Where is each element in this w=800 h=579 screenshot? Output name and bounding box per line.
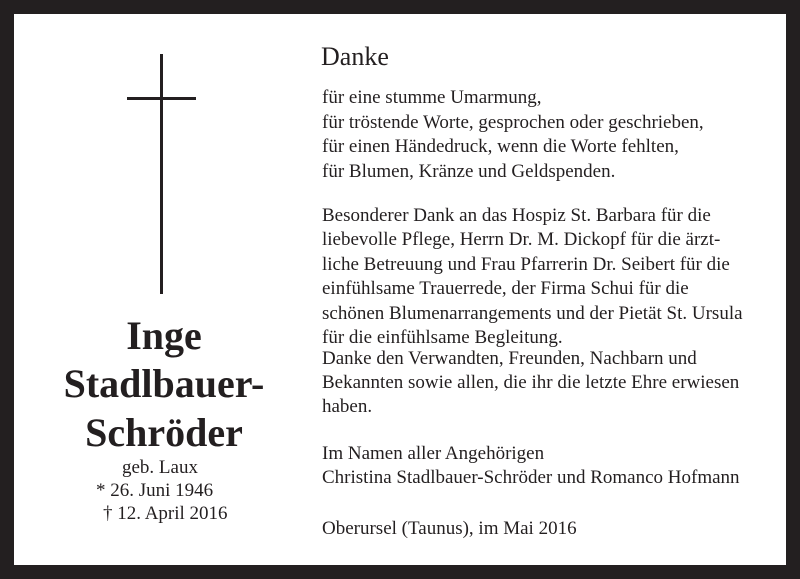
thanks-line: für einen Händedruck, wenn die Worte fehlten,	[322, 136, 679, 157]
special-thanks-line: Besonderer Dank an das Hospiz St. Barbara für die	[322, 205, 711, 226]
special-thanks-line: liebevolle Pflege, Herrn Dr. M. Dickopf für die ärzt-	[322, 229, 721, 250]
relatives-thanks-line: Danke den Verwandten, Freunden, Nachbarn und	[322, 348, 697, 369]
special-thanks-line: einfühlsame Trauerrede, der Firma Schui für die	[322, 278, 689, 299]
relatives-thanks-line: Bekannten sowie allen, die ihr die letzte Ehre erwiesen	[322, 372, 740, 393]
cross-vertical-bar	[160, 54, 163, 294]
name-line-3: Schröder	[85, 410, 243, 455]
place-date: Oberursel (Taunus), im Mai 2016	[322, 518, 577, 539]
relatives-thanks-line: haben.	[322, 396, 373, 417]
special-thanks-line: für die einfühlsame Begleitung.	[322, 327, 563, 348]
cross-horizontal-bar	[127, 97, 196, 100]
death-date: † 12. April 2016	[103, 503, 228, 524]
special-thanks-line: schönen Blumenarrangements und der Pietät St. Ursula	[322, 303, 743, 324]
thanks-title: Danke	[321, 42, 389, 71]
name-line-2: Stadlbauer-	[63, 361, 265, 406]
thanks-line: für eine stumme Umarmung,	[322, 87, 542, 108]
special-thanks-line: liche Betreuung und Frau Pfarrerin Dr. Seibert für die	[322, 254, 730, 275]
thanks-line: für Blumen, Kränze und Geldspenden.	[322, 161, 616, 182]
maiden-name: geb. Laux	[122, 457, 198, 478]
birth-date: * 26. Juni 1946	[96, 480, 214, 501]
name-line-1: Inge	[126, 313, 202, 358]
signature-line: Im Namen aller Angehörigen	[322, 443, 545, 464]
thanks-line: für tröstende Worte, gesprochen oder geschrieben,	[322, 112, 704, 133]
signature-line: Christina Stadlbauer-Schröder und Romanco Hofmann	[322, 467, 740, 488]
